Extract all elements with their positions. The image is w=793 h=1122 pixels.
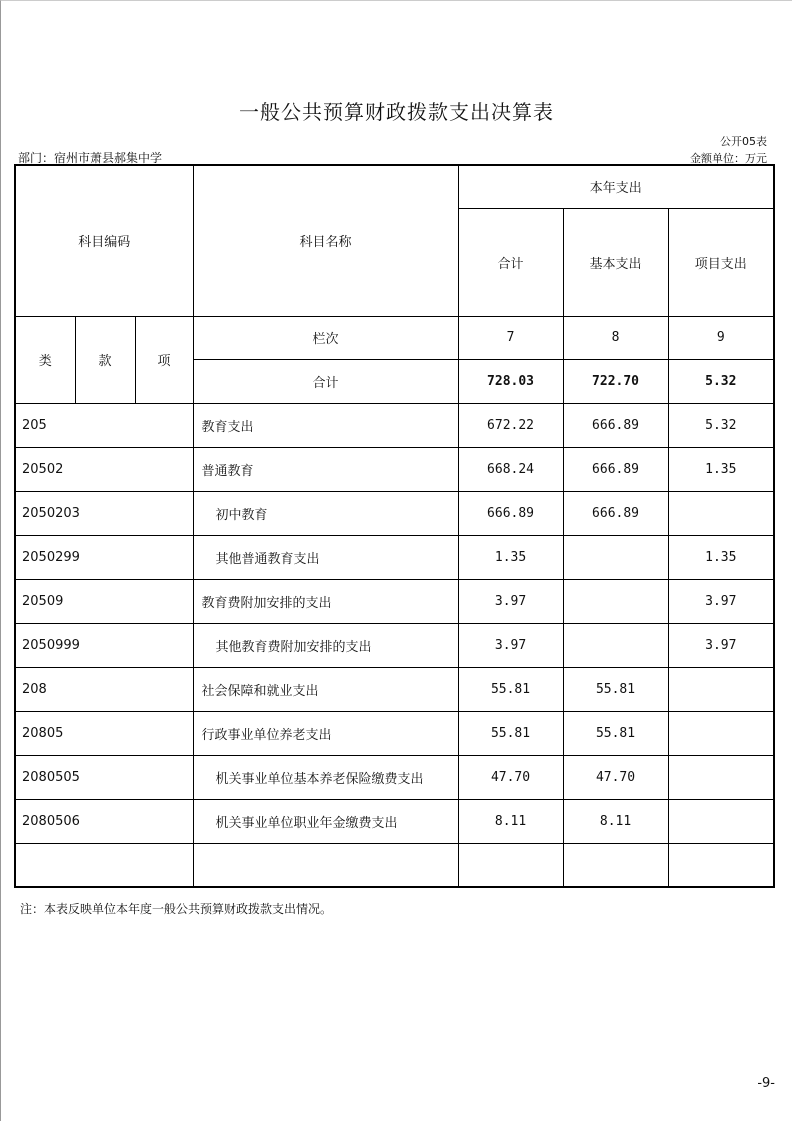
header-project: 项目支出 xyxy=(668,208,774,316)
table-row xyxy=(15,535,774,579)
page-number: -9- xyxy=(757,1076,775,1091)
column-number-basic: 8 xyxy=(563,316,668,359)
column-number-total: 7 xyxy=(458,316,563,359)
sum-basic: 722.70 xyxy=(563,359,668,403)
document-title: 一般公共预算财政拨款支出决算表 xyxy=(239,100,554,124)
column-number-label: 栏次 xyxy=(193,316,458,359)
row-project: 1.35 xyxy=(668,447,774,491)
column-number-project: 9 xyxy=(668,316,774,359)
header-subject-name: 科目名称 xyxy=(193,165,458,316)
header-total: 合计 xyxy=(458,208,563,316)
department-label: 部门：宿州市萧县郝集中学 xyxy=(18,151,163,165)
row-basic: 55.81 xyxy=(563,667,668,711)
row-basic xyxy=(563,623,668,667)
row-code: 20502 xyxy=(15,447,193,491)
row-code: 2080505 xyxy=(15,755,193,799)
row-code: 20509 xyxy=(15,579,193,623)
row-basic: 8.11 xyxy=(563,799,668,843)
row-code: 208 xyxy=(15,667,193,711)
row-project: 3.97 xyxy=(668,623,774,667)
empty-cell xyxy=(563,843,668,887)
table-row xyxy=(15,667,774,711)
empty-row xyxy=(15,843,774,887)
table-row xyxy=(15,403,774,447)
table-row xyxy=(15,799,774,843)
table-row xyxy=(15,755,774,799)
row-code: 2050999 xyxy=(15,623,193,667)
row-name: 其他普通教育支出 xyxy=(193,535,458,579)
row-project xyxy=(668,755,774,799)
table-row xyxy=(15,711,774,755)
row-code: 205 xyxy=(15,403,193,447)
row-name: 普通教育 xyxy=(193,447,458,491)
row-name: 社会保障和就业支出 xyxy=(193,667,458,711)
row-basic: 55.81 xyxy=(563,711,668,755)
row-project xyxy=(668,799,774,843)
row-project xyxy=(668,667,774,711)
header-subject-code: 科目编码 xyxy=(15,165,193,316)
row-name: 机关事业单位基本养老保险缴费支出 xyxy=(193,755,458,799)
row-total: 55.81 xyxy=(458,667,563,711)
table-row xyxy=(15,579,774,623)
row-project: 5.32 xyxy=(668,403,774,447)
header-xiang: 项 xyxy=(135,316,193,403)
amount-unit: 金额单位：万元 xyxy=(690,152,767,165)
row-project xyxy=(668,711,774,755)
expenditure-table xyxy=(14,164,775,888)
row-total: 55.81 xyxy=(458,711,563,755)
empty-cell xyxy=(15,843,193,887)
header-basic: 基本支出 xyxy=(563,208,668,316)
row-project xyxy=(668,491,774,535)
table-row xyxy=(15,491,774,535)
row-total: 672.22 xyxy=(458,403,563,447)
row-total: 8.11 xyxy=(458,799,563,843)
row-project: 1.35 xyxy=(668,535,774,579)
row-basic: 666.89 xyxy=(563,447,668,491)
table-row xyxy=(15,447,774,491)
empty-cell xyxy=(193,843,458,887)
row-code: 20805 xyxy=(15,711,193,755)
row-name: 初中教育 xyxy=(193,491,458,535)
header-kuan: 款 xyxy=(75,316,135,403)
empty-cell xyxy=(458,843,563,887)
row-name: 教育支出 xyxy=(193,403,458,447)
row-name: 机关事业单位职业年金缴费支出 xyxy=(193,799,458,843)
row-code: 2080506 xyxy=(15,799,193,843)
table-row xyxy=(15,623,774,667)
header-lei: 类 xyxy=(15,316,75,403)
row-total: 3.97 xyxy=(458,623,563,667)
row-total: 668.24 xyxy=(458,447,563,491)
row-name: 行政事业单位养老支出 xyxy=(193,711,458,755)
header-current-year: 本年支出 xyxy=(458,165,774,208)
row-basic: 666.89 xyxy=(563,491,668,535)
row-name: 教育费附加安排的支出 xyxy=(193,579,458,623)
sum-label: 合计 xyxy=(193,359,458,403)
row-basic: 666.89 xyxy=(563,403,668,447)
row-basic xyxy=(563,579,668,623)
row-basic: 47.70 xyxy=(563,755,668,799)
row-code: 2050203 xyxy=(15,491,193,535)
row-name: 其他教育费附加安排的支出 xyxy=(193,623,458,667)
row-total: 1.35 xyxy=(458,535,563,579)
row-total: 3.97 xyxy=(458,579,563,623)
form-number: 公开05表 xyxy=(720,135,767,148)
row-total: 47.70 xyxy=(458,755,563,799)
row-basic xyxy=(563,535,668,579)
row-project: 3.97 xyxy=(668,579,774,623)
table-note: 注：本表反映单位本年度一般公共预算财政拨款支出情况。 xyxy=(20,902,333,916)
row-total: 666.89 xyxy=(458,491,563,535)
row-code: 2050299 xyxy=(15,535,193,579)
sum-total: 728.03 xyxy=(458,359,563,403)
sum-project: 5.32 xyxy=(668,359,774,403)
empty-cell xyxy=(668,843,774,887)
